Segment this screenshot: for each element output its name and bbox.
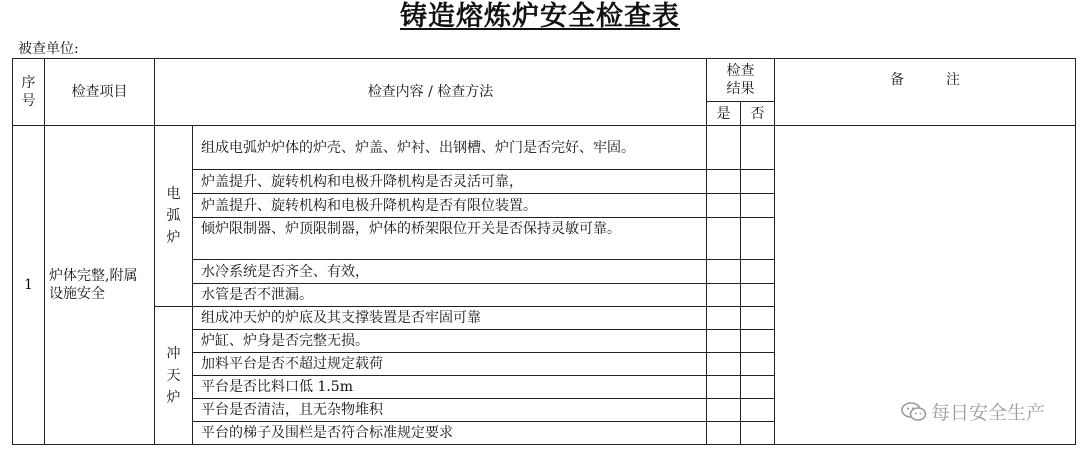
check-no[interactable] [741,307,775,330]
check-yes[interactable] [707,422,741,445]
check-content: 水管是否不泄漏。 [193,284,707,307]
row-seq: 1 [13,126,45,445]
header-result: 检查 结果 [707,59,775,102]
check-yes[interactable] [707,399,741,422]
check-yes[interactable] [707,126,741,170]
check-content: 平台是否比料口低 1.5m [193,376,707,399]
inspected-unit-label: 被查单位: [18,41,79,57]
inspection-table [12,58,1076,445]
check-content: 平台的梯子及围栏是否符合标准规定要求 [193,422,707,445]
check-yes[interactable] [707,218,741,260]
check-content: 组成冲天炉的炉底及其支撑装置是否牢固可靠 [193,307,707,330]
header-no: 否 [741,102,775,126]
check-yes[interactable] [707,330,741,353]
check-no[interactable] [741,260,775,284]
group-cupola: 冲 天 炉 [155,307,193,445]
check-yes[interactable] [707,353,741,376]
check-content: 水冷系统是否齐全、有效， [193,260,707,284]
check-no[interactable] [741,353,775,376]
check-yes[interactable] [707,194,741,218]
check-no[interactable] [741,284,775,307]
check-yes[interactable] [707,170,741,194]
check-yes[interactable] [707,307,741,330]
check-no[interactable] [741,170,775,194]
page-title: 铸造熔炼炉安全检查表 [400,1,680,32]
header-remark: 备 注 [775,59,1076,126]
check-content: 炉盖提升、旋转机构和电极升降机构是否有限位装置。 [193,194,707,218]
header-content: 检查内容 / 检查方法 [155,59,707,126]
check-no[interactable] [741,399,775,422]
check-content: 炉缸、炉身是否完整无损。 [193,330,707,353]
header-yes: 是 [707,102,741,126]
check-no[interactable] [741,376,775,399]
check-no[interactable] [741,218,775,260]
check-content: 平台是否清洁，且无杂物堆积 [193,399,707,422]
check-yes[interactable] [707,260,741,284]
wechat-icon [901,402,927,422]
check-no[interactable] [741,194,775,218]
row-item: 炉体完整,附属设施安全 [45,126,155,445]
header-item: 检查项目 [45,59,155,126]
check-no[interactable] [741,330,775,353]
watermark-text: 每日安全生产 [930,402,1045,424]
check-yes[interactable] [707,284,741,307]
watermark [901,398,1045,425]
group-electric-arc: 电 弧 炉 [155,126,193,307]
check-no[interactable] [741,126,775,170]
check-content: 组成电弧炉炉体的炉壳、炉盖、炉衬、出钢槽、炉门是否完好、牢固。 [193,126,707,170]
check-content: 加料平台是否不超过规定载荷 [193,353,707,376]
check-no[interactable] [741,422,775,445]
check-yes[interactable] [707,376,741,399]
header-seq: 序 号 [13,59,45,126]
check-content: 倾炉限制器、炉顶限制器，炉体的桥架限位开关是否保持灵敏可靠。 [193,218,707,260]
remark-cell[interactable] [775,126,1076,445]
check-content: 炉盖提升、旋转机构和电极升降机构是否灵活可靠， [193,170,707,194]
